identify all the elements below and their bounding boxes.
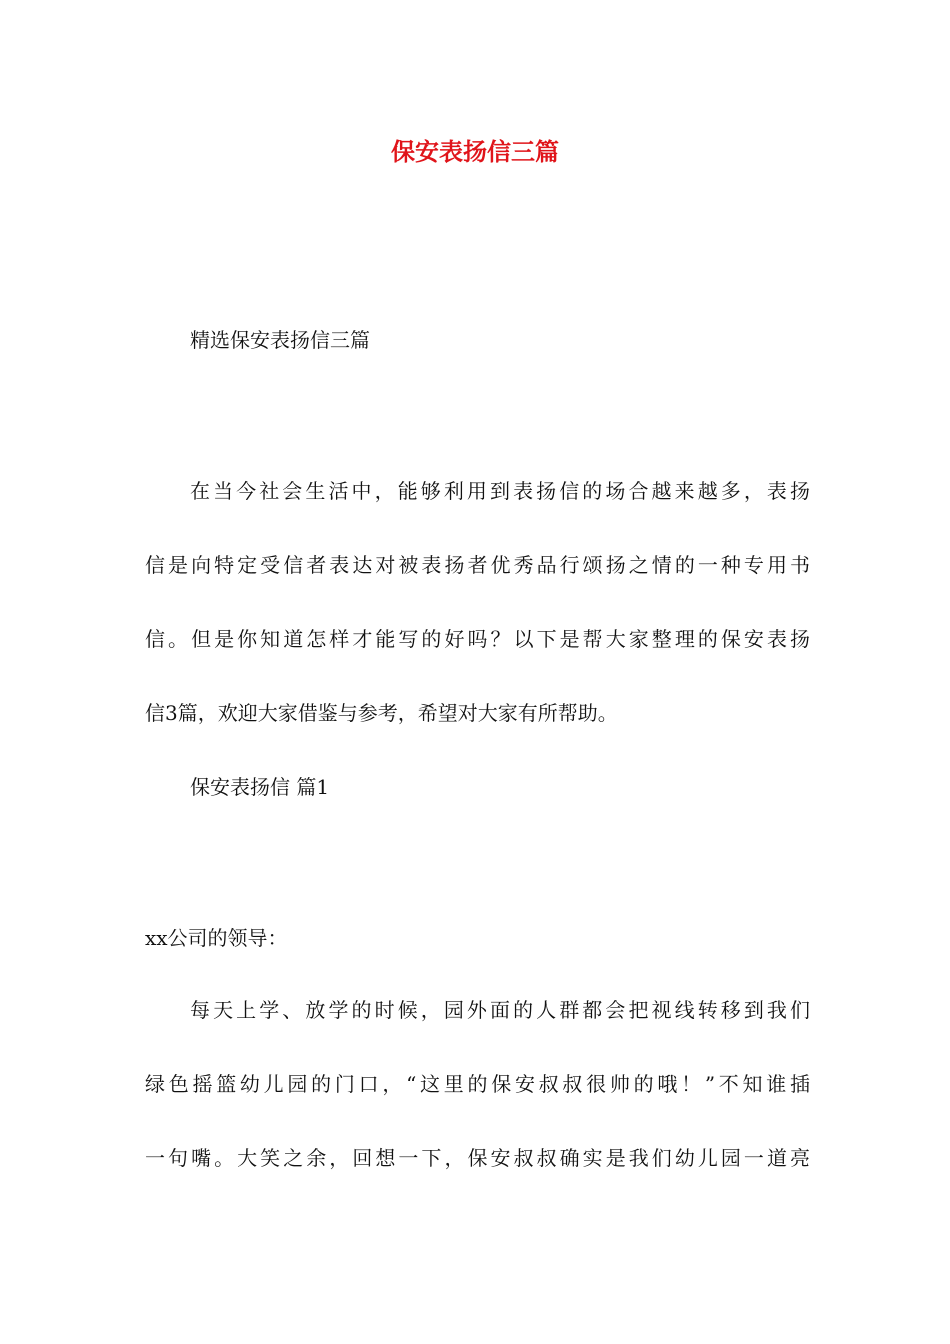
intro-line-3: 信。但是你知道怎样才能写的好吗？以下是帮大家整理的保安表扬 (145, 627, 810, 651)
body-line-1: 每天上学、放学的时候，园外面的人群都会把视线转移到我们 (190, 998, 810, 1022)
salutation: xx公司的领导： (145, 926, 288, 950)
document-title: 保安表扬信三篇 (391, 138, 559, 166)
section-heading: 保安表扬信 篇1 (190, 775, 330, 799)
intro-line-1: 在当今社会生活中，能够利用到表扬信的场合越来越多，表扬 (190, 479, 810, 503)
body-line-3: 一句嘴。大笑之余，回想一下，保安叔叔确实是我们幼儿园一道亮 (145, 1146, 810, 1170)
body-line-2: 绿色摇篮幼儿园的门口，“这里的保安叔叔很帅的哦！”不知谁插 (145, 1072, 810, 1096)
intro-line-2: 信是向特定受信者表达对被表扬者优秀品行颂扬之情的一种专用书 (145, 553, 810, 577)
intro-line-4: 信3篇，欢迎大家借鉴与参考，希望对大家有所帮助。 (145, 701, 618, 725)
subtitle: 精选保安表扬信三篇 (190, 328, 370, 352)
